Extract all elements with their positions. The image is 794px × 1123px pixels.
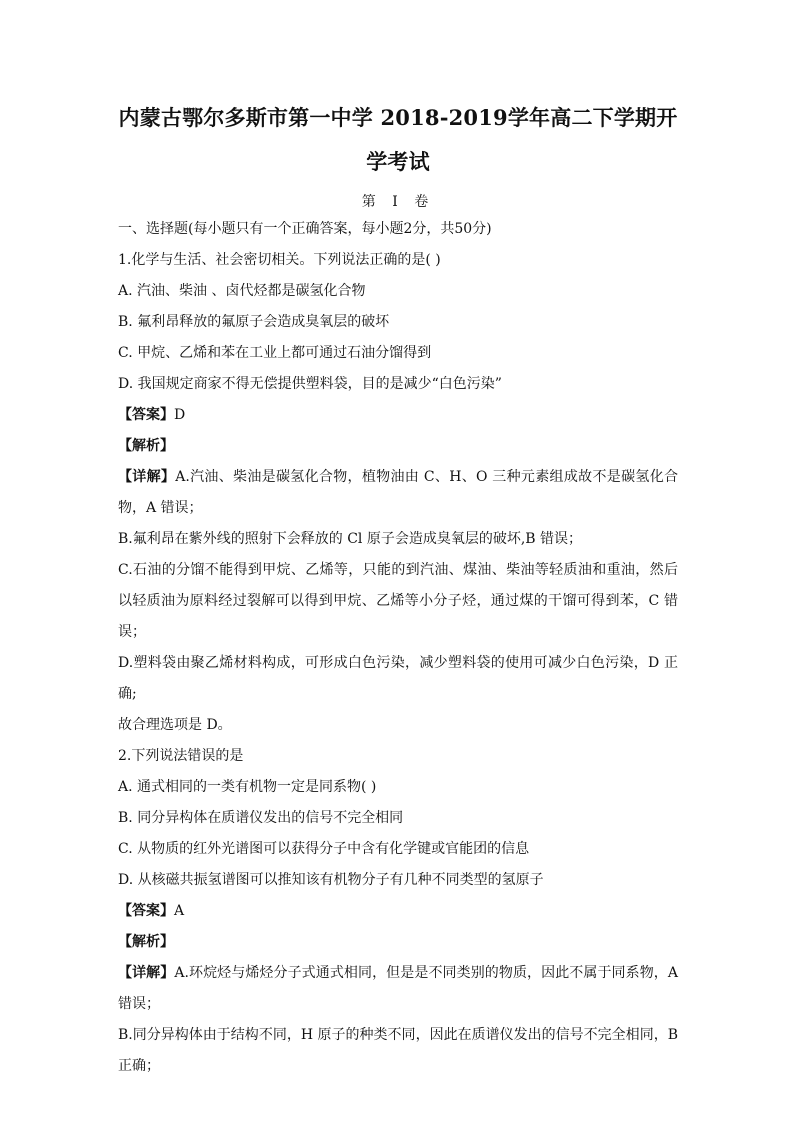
question-2-option-d: D. 从核磁共振氢谱图可以推知该有机物分子有几种不同类型的氢原子 xyxy=(118,872,544,888)
question-2-stem: 2.下列说法错误的是 xyxy=(118,748,244,764)
section-heading: 一、选择题(每小题只有一个正确答案，每小题2分，共50分) xyxy=(118,221,492,237)
detail-text: A.环烷烃与烯烃分子式通式相同，但是是不同类别的物质，因此不属于同系物，A 错误； xyxy=(118,965,678,1012)
question-1-detail-a xyxy=(118,462,678,524)
detail-tag: 【详解】 xyxy=(118,469,176,485)
question-2-option-c: C. 从物质的红外光谱图可以获得分子中含有化学键或官能团的信息 xyxy=(118,841,530,857)
question-1-detail-c: C.石油的分馏不能得到甲烷、乙烯等，只能的到汽油、煤油、柴油等轻质油和重油，然后以轻质油为原料经过裂解可以得到甲烷、乙烯等小分子烃，通过煤的干馏可得到苯，C 错误； xyxy=(118,562,678,640)
question-2-option-b: B. 同分异构体在质谱仪发出的信号不完全相同 xyxy=(118,810,404,826)
detail-text: A.汽油、柴油是碳氢化合物，植物油由 C、H、O 三种元素组成故不是碳氢化合物，A 错误； xyxy=(118,469,679,516)
question-2-detail-b: B.同分异构体由于结构不同，H 原子的种类不同，因此在质谱仪发出的信号不完全相同，B 正确； xyxy=(118,1027,678,1074)
detail-tag: 【详解】 xyxy=(118,965,175,981)
document-title: 内蒙古鄂尔多斯市第一中学 2018-2019学年高二下学期开学考试 xyxy=(118,105,678,174)
answer-value: A xyxy=(174,903,185,919)
question-2-detail-a xyxy=(118,958,678,1020)
question-1-conclusion: 故合理选项是 D。 xyxy=(118,717,232,733)
answer-tag: 【答案】 xyxy=(118,903,174,919)
question-2-answer xyxy=(118,896,678,927)
question-2-option-a: A. 通式相同的一类有机物一定是同系物( ) xyxy=(118,779,377,795)
volume-label: 第 Ⅰ 卷 xyxy=(361,194,435,210)
question-1-option-a: A. 汽油、柴油 、卤代烃都是碳氢化合物 xyxy=(118,283,366,299)
question-1-detail-d: D.塑料袋由聚乙烯材料构成，可形成白色污染，减少塑料袋的使用可减少白色污染，D 正确; xyxy=(118,655,678,702)
question-1-stem: 1.化学与生活、社会密切相关。下列说法正确的是( ) xyxy=(118,252,441,268)
question-1-option-c: C. 甲烷、乙烯和苯在工业上都可通过石油分馏得到 xyxy=(118,345,432,361)
answer-tag: 【答案】 xyxy=(118,407,174,423)
question-1-analysis-tag: 【解析】 xyxy=(118,438,174,454)
question-1-answer xyxy=(118,400,678,431)
question-1-option-d: D. 我国规定商家不得无偿提供塑料袋，目的是减少“白色污染” xyxy=(118,376,502,392)
question-1-detail-b: B.氟利昂在紫外线的照射下会释放的 Cl 原子会造成臭氧层的破坏,B 错误； xyxy=(118,531,583,547)
question-2-analysis-tag: 【解析】 xyxy=(118,934,174,950)
answer-value: D xyxy=(174,407,186,423)
question-1-option-b: B. 氟利昂释放的氟原子会造成臭氧层的破坏 xyxy=(118,314,390,330)
document-page xyxy=(118,96,678,1082)
